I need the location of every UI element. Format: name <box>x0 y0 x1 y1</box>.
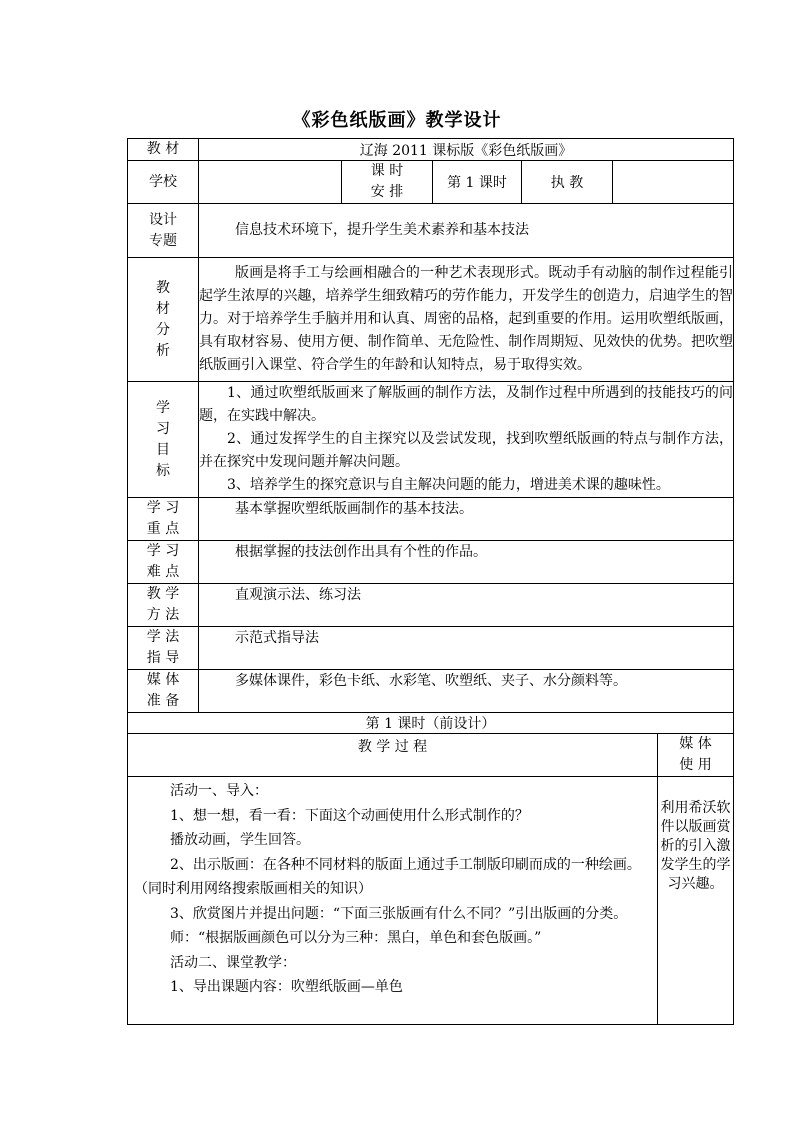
period-value: 第 1 课时 <box>433 161 522 204</box>
guidance-value: 示范式指导法 <box>199 627 734 670</box>
row-topic <box>128 204 734 258</box>
methods-label: 教 学 方 法 <box>128 584 199 627</box>
row-textbook <box>128 139 734 161</box>
process-line: 播放动画，学生回答。 <box>170 832 310 848</box>
process-line: 1、导出课题内容：吹塑纸版画—单色 <box>170 979 403 995</box>
row-lesson-header <box>128 713 734 734</box>
teacher-label: 执 教 <box>522 161 613 204</box>
process-line: 1、想一想，看一看：下面这个动画使用什么形式制作的？ <box>170 807 529 824</box>
difficulties-value: 根据掌握的技法创作出具有个性的作品。 <box>199 541 734 584</box>
lesson-header: 第 1 课时（前设计） <box>128 713 734 734</box>
teacher-value <box>613 161 734 204</box>
analysis-value: 版画是将手工与绘画相融合的一种艺术表现形式。既动手有动脑的制作过程能引起学生浓厚的兴趣，培养学生细致精巧的劳作能力，开发学生的创造力，启迪学生的智力。对于培养学生手脑并用和认真、周密的品格，起到重要的作用。运用吹塑纸版画，具有取材容易、使用方便、制作简单、无危险性、制作周期短、见效快的优势。把吹塑纸版画引入课堂、符合学生的年龄和认知特点，易于取得实效。 <box>199 258 734 382</box>
media-use-header: 媒 体 使 用 <box>658 734 734 777</box>
process-content <box>128 777 658 1025</box>
methods-value: 直观演示法、练习法 <box>199 584 734 627</box>
process-header: 教 学 过 程 <box>128 734 658 777</box>
row-school <box>128 161 734 204</box>
row-process-header <box>128 734 734 777</box>
goals-label: 学 习 目 标 <box>128 382 199 498</box>
topic-value: 信息技术环境下，提升学生美术素养和基本技法 <box>199 204 734 258</box>
process-line: 2、出示版画：在各种不同材料的版面上通过手工制版印刷而成的一种绘画。（同时利用网络搜索版画相关的知识） <box>134 856 641 897</box>
process-line: 活动一、导入： <box>170 783 268 799</box>
row-guidance <box>128 627 734 670</box>
lesson-plan-table <box>127 138 734 1025</box>
process-line: 3、欣赏图片并提出问题：“下面三张版画有什么不同？”引出版画的分类。 <box>170 905 628 922</box>
analysis-label: 教 材 分 析 <box>128 258 199 382</box>
key-points-label: 学 习 重 点 <box>128 498 199 541</box>
goal-item: 1、通过吹塑纸版画来了解版画的制作方法，及制作过程中所遇到的技能技巧的问题，在实践中解决。 <box>199 385 734 424</box>
period-label: 课 时 安 排 <box>342 161 433 204</box>
media-use-note: 利用希沃软件以版画赏析的引入激发学生的学习兴趣。 <box>658 777 734 1025</box>
textbook-label: 教 材 <box>128 139 199 161</box>
process-line: 师：“根据版画颜色可以分为三种：黑白，单色和套色版画。” <box>170 930 542 946</box>
media-prep-label: 媒 体 准 备 <box>128 670 199 713</box>
school-label: 学校 <box>128 161 199 204</box>
goal-item: 3、培养学生的探究意识与自主解决问题的能力，增进美术课的趣味性。 <box>227 477 670 493</box>
row-goals <box>128 382 734 498</box>
topic-label: 设计 专题 <box>128 204 199 258</box>
textbook-value: 辽海 2011 课标版《彩色纸版画》 <box>199 139 734 161</box>
process-line: 活动二、课堂教学： <box>170 954 296 971</box>
row-methods <box>128 584 734 627</box>
row-media-prep <box>128 670 734 713</box>
goal-item: 2、通过发挥学生的自主探究以及尝试发现，找到吹塑纸版画的特点与制作方法，并在探究中发现问题并解决问题。 <box>199 431 734 470</box>
difficulties-label: 学 习 难 点 <box>128 541 199 584</box>
key-points-value: 基本掌握吹塑纸版画制作的基本技法。 <box>199 498 734 541</box>
guidance-label: 学 法 指 导 <box>128 627 199 670</box>
row-analysis <box>128 258 734 382</box>
row-process <box>128 777 734 1025</box>
goals-value <box>199 382 734 498</box>
school-value <box>199 161 342 204</box>
row-key-points <box>128 498 734 541</box>
page-title: 《彩色纸版画》教学设计 <box>292 110 502 131</box>
media-prep-value: 多媒体课件，彩色卡纸、水彩笔、吹塑纸、夹子、水分颜料等。 <box>199 670 734 713</box>
row-difficulties <box>128 541 734 584</box>
